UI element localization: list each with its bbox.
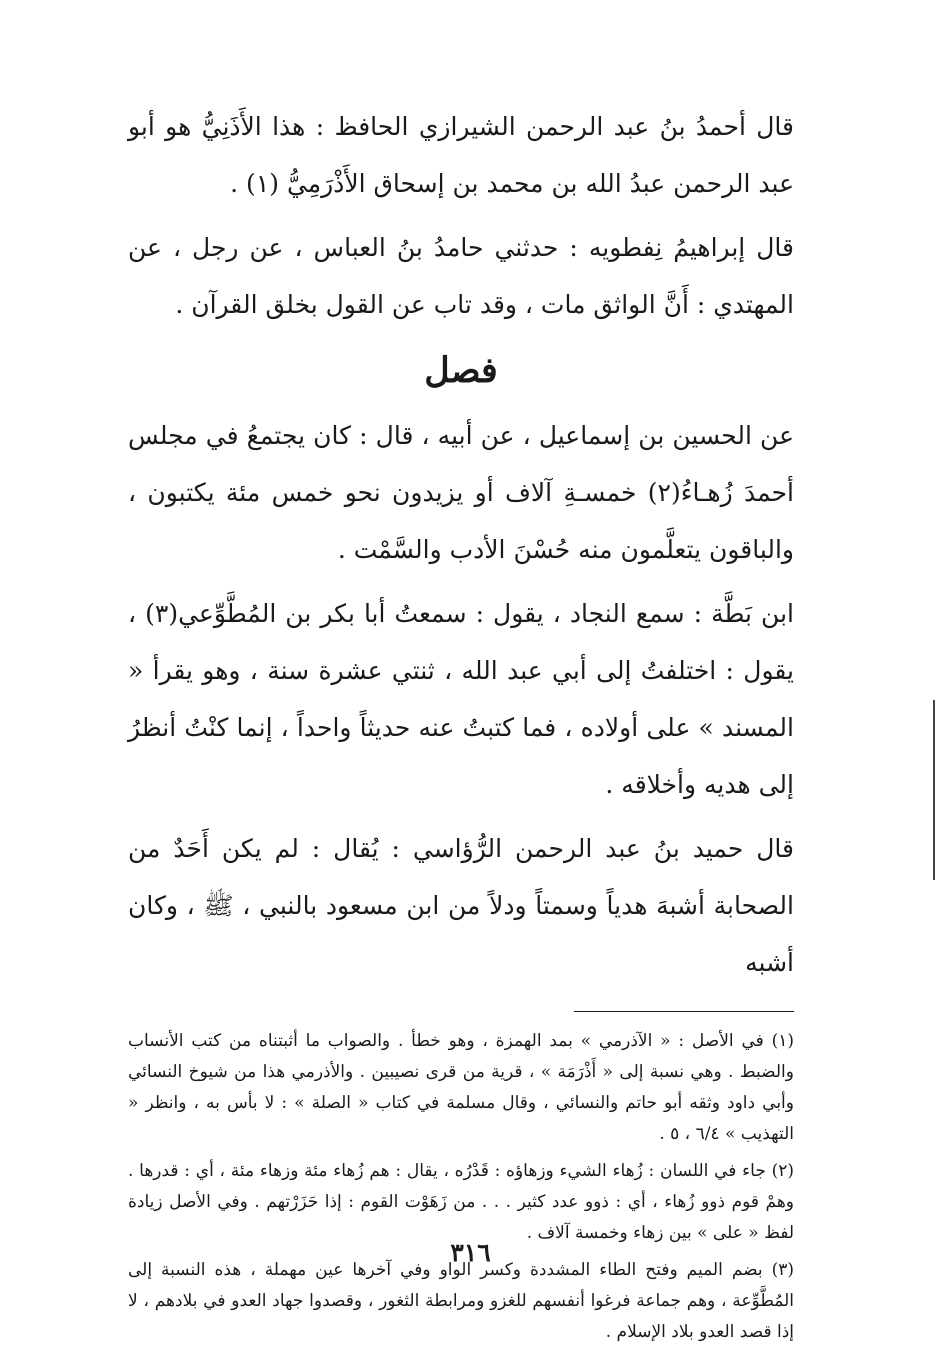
page-body xyxy=(128,98,794,1354)
paragraph-humayd: قال حميد بنُ عبد الرحمن الرُّؤاسي : يُقال : لم يكن أَحَدٌ من الصحابة أشبهَ هدياً وسمتاً ودلاً من ابن مسعود بالنبي ، ﷺ ، وكان أشبه xyxy=(128,834,794,977)
paragraph-ahmad-shirazi: قال أحمدُ بنُ عبد الرحمن الشيرازي الحافظ : هذا الأَذَنِيُّ هو أبو عبد الرحمن عبدُ الله بن محمد بن إسحاق الأَذْرَمِيُّ (١) . xyxy=(128,112,794,198)
paragraph-ibn-batta: ابن بَطَّة : سمع النجاد ، يقول : سمعتُ أبا بكر بن المُطَّوِّعي(٣) ، يقول : اختلفتُ إلى أبي عبد الله ، ثنتي عشرة سنة ، وهو يقرأ « المسند » على أولاده ، فما كتبتُ عنه حديثاً واحداً ، إنما كنْتُ أنظرُ إلى هديه وأخلاقه . xyxy=(128,599,794,799)
paragraph-husayn: عن الحسين بن إسماعيل ، عن أبيه ، قال : كان يجتمعُ في مجلس أحمدَ زُهـاءُ(٢) خمسـةِ آلاف أو يزيدون نحو خمس مئة يكتبون ، والباقون يتعلَّمون منه حُسْنَ الأدب والسَّمْت . xyxy=(128,421,794,564)
section-heading: فصل xyxy=(424,350,498,391)
footnote-2: (٢) جاء في اللسان : زُهاء الشيء وزهاؤه : قَدْرُه ، يقال : هم زُهاء مئة وزهاء مئة ، أي : قدرها . وهمْ قوم ذوو زُهاء ، أي : ذوو عدد كثير . . . من زَهَوْت القوم : إذا حَزَرْتهم . وفي الأصل زيادة لفظ « على » بين زهاء وخمسة آلاف . xyxy=(128,1161,794,1243)
footnote-separator xyxy=(574,1011,794,1012)
footnotes xyxy=(128,1026,794,1348)
footnote-3: (٣) بضم الميم وفتح الطاء المشددة وكسر الواو وفي آخرها عين مهملة ، هذه النسبة إلى المُطَّوِّعة ، وهم جماعة فرغوا أنفسهم للغزو ومرابطة الثغور ، وقصدوا جهاد العدو في بلادهم ، لا إذا قصد العدو بلاد الإسلام . xyxy=(128,1260,794,1342)
footnote-1: (١) في الأصل : « الآذرمي » بمد الهمزة ، وهو خطأ . والصواب ما أثبتناه من كتب الأنساب والضبط . وهي نسبة إلى « أَذْرَمَة » ، قرية من قرى نصيبين . والأذرمي هذا من شيوخ النسائي وأبي داود وثقه أبو حاتم والنسائي ، وقال مسلمة في كتاب « الصلة » : لا بأس به ، وانظر « التهذيب » ٦/٤ ، ٥ . xyxy=(128,1031,794,1144)
scan-edge-line xyxy=(933,700,935,880)
paragraph-ibrahim-niftawayh: قال إبراهيمُ نِفطويه : حدثني حامدُ بنُ العباس ، عن رجل ، عن المهتدي : أَنَّ الواثق مات ، وقد تاب عن القول بخلق القرآن . xyxy=(128,233,794,319)
page-number: ٣١٦ xyxy=(450,1238,491,1267)
